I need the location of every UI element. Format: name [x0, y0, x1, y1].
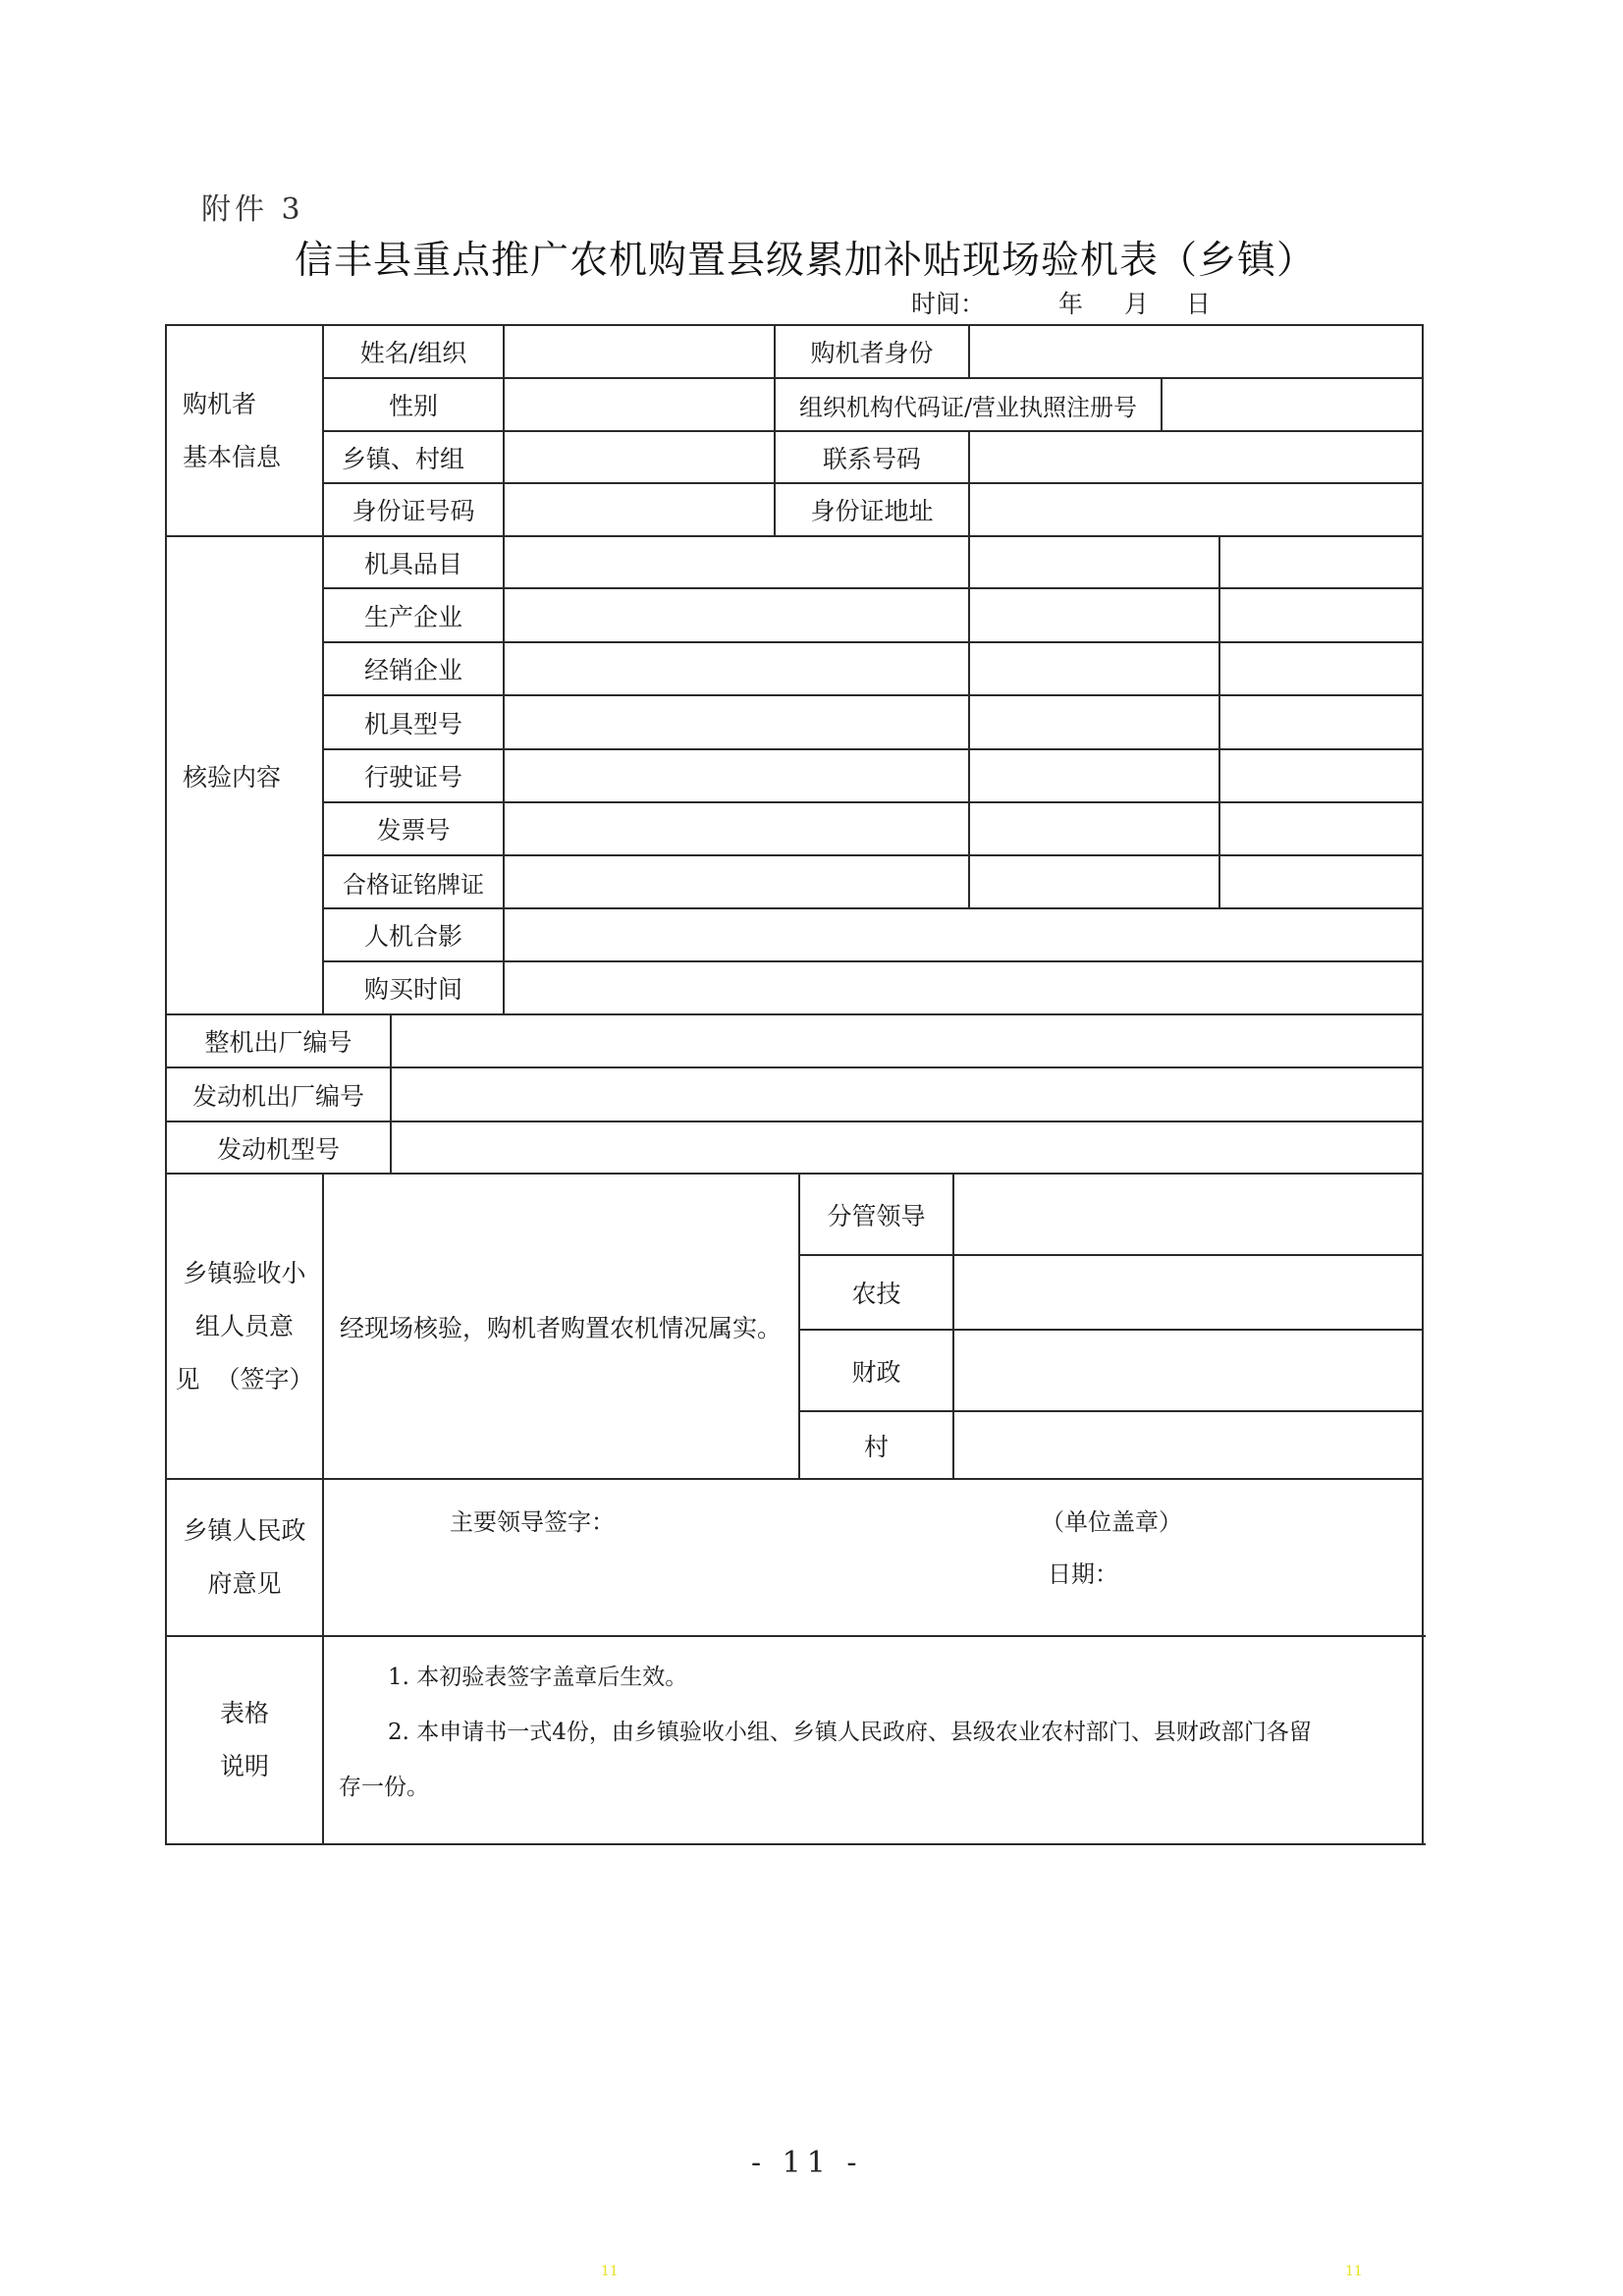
engine-serial-label: 发动机出厂编号: [191, 1081, 364, 1111]
notes-label-line1: 表格: [219, 1699, 269, 1727]
table-border-right: [1422, 324, 1424, 1845]
agri-tech-label: 农技: [851, 1280, 901, 1308]
note-item-2-line2: 存一份。: [339, 1775, 429, 1800]
buyer-info-label-line2: 基本信息: [183, 442, 282, 471]
government-opinion-label: [167, 1480, 322, 1635]
buyer-info-label-line1: 购机者: [183, 389, 257, 418]
document-title: 信丰县重点推广农机购置县级累加补贴现场验机表（乡镇）: [295, 239, 1317, 283]
machine-model-field-1[interactable]: [505, 696, 968, 748]
finance-signature[interactable]: [954, 1331, 1422, 1410]
agri-tech-signature[interactable]: [954, 1256, 1422, 1329]
gender-field[interactable]: [505, 379, 774, 430]
phone-number-field[interactable]: [970, 432, 1422, 482]
divider: [165, 1635, 1426, 1637]
phone-number-label: 联系号码: [822, 444, 921, 473]
engine-model-label: 发动机型号: [216, 1134, 340, 1164]
driving-license-field-1[interactable]: [505, 750, 968, 801]
certificate-nameplate-field-3[interactable]: [1220, 856, 1422, 907]
driving-license-field-2[interactable]: [970, 750, 1218, 801]
dealer-field-2[interactable]: [970, 643, 1218, 694]
manufacturer-label: 生产企业: [363, 602, 462, 631]
manufacturer-field-1[interactable]: [505, 589, 968, 641]
attachment-label: 附件 3: [201, 192, 304, 227]
notes-label-line2: 说明: [219, 1752, 269, 1780]
unit-seal-label: （单位盖章）: [1041, 1508, 1182, 1536]
invoice-number-field-3[interactable]: [1220, 803, 1422, 854]
township-village-field[interactable]: [505, 432, 774, 482]
verification-section-label: 核验内容: [183, 762, 282, 792]
invoice-number-field-2[interactable]: [970, 803, 1218, 854]
purchase-time-label: 购买时间: [363, 975, 462, 1004]
person-machine-photo-field[interactable]: [505, 909, 1422, 960]
driving-license-label: 行驶证号: [363, 763, 462, 792]
engine-serial-field[interactable]: [392, 1068, 1422, 1121]
notes-label: [167, 1637, 322, 1843]
invoice-number-label: 发票号: [376, 816, 451, 845]
machine-category-field-1[interactable]: [505, 537, 968, 587]
manufacturer-field-3[interactable]: [1220, 589, 1422, 641]
township-group-label: [167, 1175, 322, 1478]
dealer-field-1[interactable]: [505, 643, 968, 694]
id-number-label: 身份证号码: [352, 497, 475, 525]
machine-serial-field[interactable]: [392, 1015, 1422, 1066]
township-group-label-line1: 乡镇验收小: [183, 1258, 306, 1287]
buyer-identity-label: 购机者身份: [810, 339, 934, 367]
dealer-field-3[interactable]: [1220, 643, 1422, 694]
scan-mark-right: 11: [1345, 2264, 1363, 2279]
note-item-2-line1: 2. 本申请书一式4份，由乡镇验收小组、乡镇人民政府、县级农业农村部门、县财政部门各留: [388, 1720, 1312, 1745]
note-item-1: 1. 本初验表签字盖章后生效。: [388, 1665, 688, 1690]
time-label: 时间：: [911, 290, 986, 318]
machine-category-field-3[interactable]: [1220, 537, 1422, 587]
name-org-field[interactable]: [505, 326, 774, 377]
machine-model-field-3[interactable]: [1220, 696, 1422, 748]
id-address-label: 身份证地址: [810, 497, 934, 525]
machine-model-label: 机具型号: [363, 709, 462, 738]
machine-category-field-2[interactable]: [970, 537, 1218, 587]
leader-signature-label: 主要领导签字：: [450, 1508, 615, 1536]
dealer-label: 经销企业: [363, 656, 462, 684]
person-machine-photo-label: 人机合影: [363, 922, 462, 951]
date-label: 日期：: [1048, 1560, 1118, 1588]
org-code-license-field[interactable]: [1163, 379, 1422, 430]
buyer-info-section-label: [167, 326, 322, 535]
month-label: 月: [1124, 290, 1150, 318]
manufacturer-field-2[interactable]: [970, 589, 1218, 641]
certificate-nameplate-field-1[interactable]: [505, 856, 968, 907]
village-signature[interactable]: [954, 1412, 1422, 1478]
buyer-identity-field[interactable]: [970, 326, 1422, 377]
invoice-number-field-1[interactable]: [505, 803, 968, 854]
driving-license-field-3[interactable]: [1220, 750, 1422, 801]
engine-model-field[interactable]: [392, 1122, 1422, 1173]
government-opinion-label-line2: 府意见: [207, 1569, 282, 1598]
supervising-leader-signature[interactable]: [954, 1175, 1422, 1254]
name-org-label: 姓名/组织: [359, 339, 467, 367]
machine-serial-label: 整机出厂编号: [204, 1028, 352, 1057]
day-label: 日: [1186, 290, 1212, 318]
year-label: 年: [1058, 290, 1084, 318]
township-group-label-line3: 见 （签字）: [175, 1364, 314, 1394]
certificate-nameplate-label: 合格证铭牌证: [343, 870, 484, 899]
org-code-license-label: 组织机构代码证/营业执照注册号: [798, 393, 1138, 421]
purchase-time-field[interactable]: [505, 962, 1422, 1013]
gender-label: 性别: [388, 392, 438, 420]
village-label: 村: [863, 1432, 889, 1461]
machine-category-label: 机具品目: [363, 549, 462, 578]
id-number-field[interactable]: [505, 484, 774, 535]
finance-label: 财政: [851, 1357, 901, 1387]
township-village-label: 乡镇、村组: [342, 444, 465, 473]
page-number: - 11 -: [751, 2146, 863, 2180]
government-opinion-label-line1: 乡镇人民政: [183, 1516, 306, 1545]
table-border-bottom: [165, 1843, 1426, 1845]
id-address-field[interactable]: [970, 484, 1422, 535]
machine-model-field-2[interactable]: [970, 696, 1218, 748]
verification-statement: 经现场核验，购机者购置农机情况属实。: [340, 1313, 783, 1342]
certificate-nameplate-field-2[interactable]: [970, 856, 1218, 907]
supervising-leader-label: 分管领导: [827, 1201, 926, 1230]
scan-mark-left: 11: [601, 2264, 619, 2279]
township-group-label-line2: 组人员意: [194, 1311, 294, 1340]
